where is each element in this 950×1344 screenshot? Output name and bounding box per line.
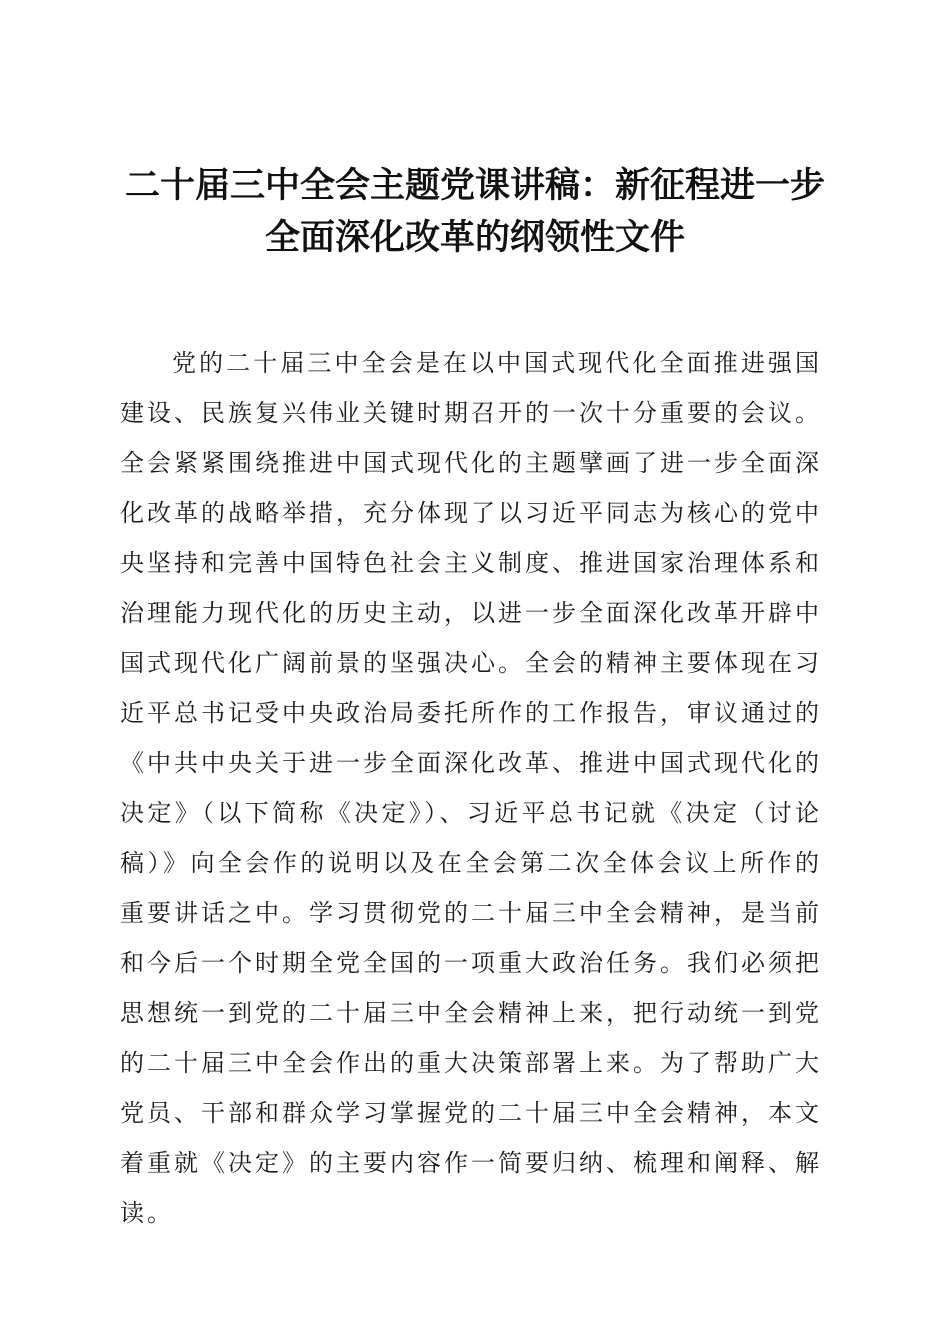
title-line-2: 全面深化改革的纲领性文件 (264, 218, 685, 258)
body-paragraph: 党的二十届三中全会是在以中国式现代化全面推进强国建设、民族复兴伟业关键时期召开的一次十分重要的会议。全会紧紧围绕推进中国式现代化的主题擘画了进一步全面深化改革的战略举措，充分体现了以习近平同志为核心的党中央坚持和完善中国特色社会主义制度、推进国家治理体系和治理能力现代化的历史主动，以进一步全面深化改革开辟中国式现代化广阔前景的坚强决心。全会的精神主要体现在习近平总书记受中央政治局委托所作的工作报告，审议通过的《中共中央关于进一步全面深化改革、推进中国式现代化的决定》（以下简称《决定》）、习近平总书记就《决定（讨论稿）》向全会作的说明以及在全会第二次全体会议上所作的重要讲话之中。学习贯彻党的二十届三中全会精神，是当前和今后一个时期全党全国的一项重大政治任务。我们必须把思想统一到党的二十届三中全会精神上来，把行动统一到党的二十届三中全会作出的重大决策部署上来。为了帮助广大党员、干部和群众学习掌握党的二十届三中全会精神，本文着重就《决定》的主要内容作一简要归纳、梳理和阐释、解读。 (120, 349, 822, 1227)
document-title (100, 160, 850, 264)
title-line-1: 二十届三中全会主题党课讲稿：新征程进一步 (124, 166, 825, 206)
